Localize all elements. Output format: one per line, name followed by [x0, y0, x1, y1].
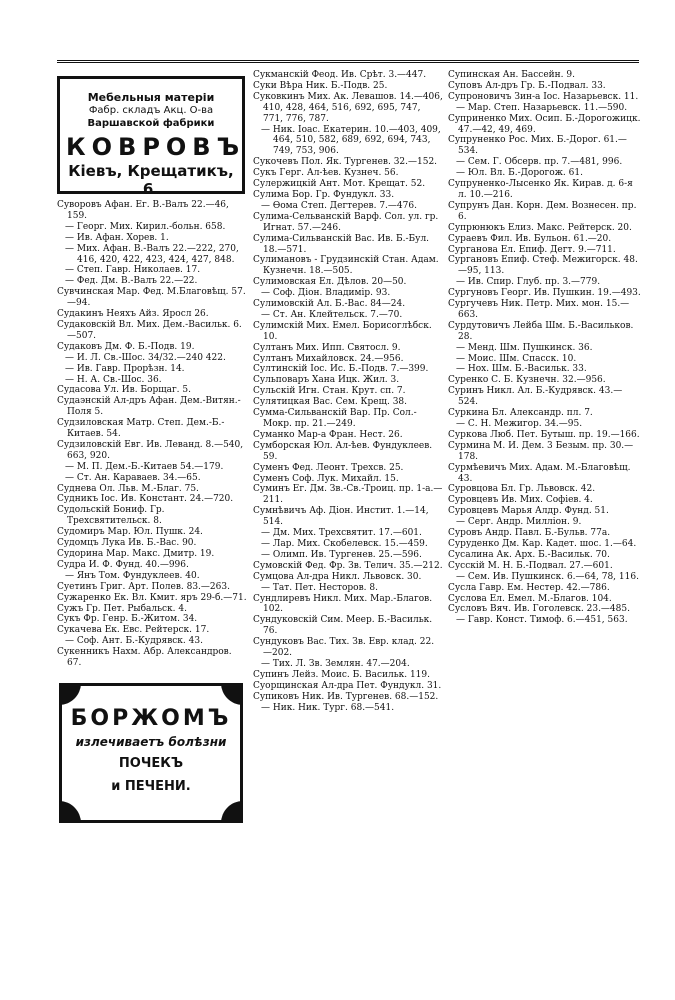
directory-entry: — Сем. Ив. Пушкинск. 6.—64, 78, 116.: [456, 571, 639, 582]
directory-entry: — Гавр. Конст. Тимоф. 6.—451, 563.: [456, 615, 628, 626]
directory-entry: — Ив. Афан. Хорев. 1.: [65, 232, 169, 243]
directory-entry: Сужаренко Ек. Вл. Кмит. яръ 29-б.—71.: [57, 592, 247, 603]
directory-entry: Суминъ Ег. Дм. Зв.-Св.-Троиц. пр. 1-а.—211.: [253, 484, 443, 506]
column-3: [448, 70, 641, 626]
directory-entry: Сулержицкій Ант. Мот. Крещат. 52.: [253, 179, 426, 190]
directory-entry: — Янъ Том. Фундуклеев. 40.: [65, 570, 200, 581]
directory-entry: Суслова Ел. Емел. М.-Благов. 104.: [448, 593, 612, 604]
directory-entry: Суки Вѣра Ник. Б.-Подв. 25.: [253, 80, 388, 91]
directory-entry: — Георг. Мих. Кирил.-больн. 658.: [65, 221, 226, 232]
directory-entry: Сукманскій Феод. Ив. Срѣт. 3.—447.: [253, 70, 427, 80]
directory-entry: — Серг. Андр. Милліон. 9.: [456, 517, 582, 528]
directory-entry: Судольскій Бониф. Гр. Трехсвятительск. 8.: [57, 505, 165, 527]
ad-borjom-line2: ПОЧЕКЪ: [118, 755, 184, 771]
directory-entry: Сумцова Ал-дра Никл. Львовск. 30.: [253, 571, 422, 582]
directory-entry: Судомиръ Мар. Юл. Пушк. 24.: [57, 527, 203, 538]
directory-entry: — Н. А. Св.-Шос. 36.: [65, 374, 162, 385]
directory-entry: Суровцевъ Ив. Мих. Софіев. 4.: [448, 495, 593, 506]
directory-entry: Сундуковскій Сим. Меер. Б.-Васильк. 76.: [253, 615, 433, 637]
directory-entry: Сулима Бор. Гр. Фундукл. 33.: [253, 189, 395, 200]
directory-entry: Султинскій Іос. Ис. Б.-Подв. 7.—399.: [253, 364, 429, 375]
directory-entry: — Юл. Вл. Б.-Дорогож. 61.: [456, 168, 583, 179]
directory-entry: Судаэнскій Ал-дръ Афан. Дем.-Витян.-Поля 5.: [57, 396, 241, 418]
column-1: [57, 70, 247, 823]
directory-entry: — Олимп. Ив. Тургенев. 25.—596.: [261, 549, 422, 560]
directory-entry: — Ив. Спир. Глуб. пр. 3.—779.: [456, 277, 601, 288]
directory-entry: Сулимовскій Ал. Б.-Вас. 84—24.: [253, 299, 406, 310]
directory-entry: Судакинъ Неяхъ Айз. Яросл 26.: [57, 309, 209, 320]
directory-entry: Суровцевъ Марья Алдр. Фунд. 51.: [448, 506, 609, 517]
directory-entry: Судзиловская Матр. Степ. Дем.-Б.-Китаев. 54.: [57, 418, 225, 440]
directory-list-col2: [253, 70, 443, 713]
directory-entry: Суетинъ Григ. Арт. Полев. 83.—263.: [57, 581, 230, 592]
directory-entry: Суруденко Дм. Кар. Кадет. шос. 1.—64.: [448, 538, 637, 549]
directory-entry: — Степ. Гавр. Николаев. 17.: [65, 265, 201, 276]
directory-entry: — Ив. Гавр. Прорѣзн. 14.: [65, 363, 185, 374]
directory-entry: Сумовскій Фед. Фр. Зв. Телич. 35.—212.: [253, 560, 443, 571]
directory-entry: — Ѳома Степ. Дегтерев. 7.—476.: [261, 200, 417, 211]
directory-entry: Сургуновъ Георг. Ив. Пушкин. 19.—493.: [448, 288, 641, 299]
directory-entry: Суорщинская Ал-дра Пет. Фундукл. 31.: [253, 680, 442, 691]
directory-entry: Сувчинская Мар. Фед. М.Благовѣщ. 57.—94.: [57, 287, 246, 309]
directory-entry: — Тих. Л. Зв. Землян. 47.—204.: [261, 658, 410, 669]
directory-entry: Судра И. Ф. Фунд. 40.—996.: [57, 559, 189, 570]
directory-entry: Сукъ Фр. Генр. Б.-Житом. 34.: [57, 614, 198, 625]
directory-entry: Суринъ Никл. Ал. Б.-Кудрявск. 43.—524.: [448, 386, 623, 408]
directory-entry: — И. Л. Св.-Шос. 34/32.—240 422.: [65, 352, 226, 363]
directory-entry: — Лар. Мих. Скобелевск. 15.—459.: [261, 538, 428, 549]
directory-entry: Суркина Бл. Александр. пл. 7.: [448, 408, 593, 419]
directory-entry: Супиковъ Ник. Ив. Тургенев. 68.—152.: [253, 691, 439, 702]
directory-entry: Судникъ Іос. Ив. Констант. 24.—720.: [57, 494, 234, 505]
directory-entry: — С. Н. Межигор. 34.—95.: [456, 419, 583, 429]
directory-entry: Супинъ Лейз. Моис. Б. Васильк. 119.: [253, 669, 430, 680]
directory-entry: — Соф. Діон. Владимір. 93.: [261, 288, 391, 299]
directory-entry: Супруненко-Лысенко Як. Кирав. д. 6-я л. 10.—216.: [448, 179, 633, 200]
directory-entry: Суманко Мар-а Фран. Нест. 26.: [253, 429, 403, 440]
directory-entry: — Мих. Афан. В.-Валъ 22.—222, 270, 416, 420, 422, 423, 424, 427, 848.: [65, 243, 239, 265]
directory-entry: — Ст. Ан. Караваев. 34.—65.: [65, 472, 201, 483]
directory-entry: Суменъ Фед. Леонт. Трехсв. 25.: [253, 462, 404, 473]
ad-kovrov-line1: Мебельныя матеріи: [87, 91, 215, 104]
directory-entry: Суприненко Мих. Осип. Б.-Дорогожицк. 47.—42, 49, 469.: [448, 113, 641, 135]
directory-entry: Суднева Ол. Льв. М.-Благ. 75.: [57, 483, 199, 494]
directory-entry: Суповъ Ал-дръ Гр. Б.-Подвал. 33.: [448, 80, 606, 91]
ad-borjom-line1: излечиваетъ болѣзни: [75, 734, 227, 749]
ad-borjom-line3: и ПЕЧЕНИ.: [111, 778, 191, 794]
directory-entry: Сургановъ Епиф. Стеф. Межигорск. 48.—95, 113.: [448, 255, 638, 277]
advertisement-kovrov: [57, 76, 246, 198]
directory-entry: Суковкинъ Мих. Ак. Левашов. 14.—406, 410, 428, 464, 516, 692, 695, 747, 771, 776, 787.: [253, 91, 443, 124]
top-rule: [57, 60, 639, 63]
corner-ornament: [221, 801, 243, 823]
corner-ornament: [221, 683, 243, 705]
directory-entry: Сумнѣвичъ Аф. Діон. Инстит. 1.—14, 514.: [253, 506, 429, 528]
directory-entry: Сургучевъ Ник. Петр. Мих. мон. 15.—663.: [448, 299, 630, 320]
corner-ornament: [59, 801, 81, 823]
directory-entry: Суворовъ Афан. Ег. В.-Валъ 22.—46, 159.: [57, 200, 229, 221]
directory-entry: Сумма-Сильванскій Вар. Пр. Сол.-Мокр. пр. 21.—249.: [253, 408, 417, 429]
directory-entry: Сураевъ Фил. Ив. Бульон. 61.—20.: [448, 233, 612, 244]
directory-entry: Сульскій Игн. Стан. Крут. сп. 7.: [253, 386, 406, 397]
directory-entry: Сужъ Гр. Пет. Рыбальск. 4.: [57, 603, 187, 614]
directory-entry: — Моис. Шм. Спасск. 10.: [456, 353, 577, 364]
directory-entry: Сулятицкая Вас. Сем. Крещ. 38.: [253, 397, 408, 408]
directory-entry: Султанъ Мих. Ипп. Святосл. 9.: [253, 342, 401, 353]
directory-entry: — Соф. Ант. Б.-Кудрявск. 43.: [65, 636, 203, 647]
directory-entry: Сусла Гавр. Ем. Нестер. 42.—786.: [448, 582, 610, 593]
directory-list-col1: [57, 200, 247, 669]
directory-entry: — Ст. Ан. Клейтельск. 7.—70.: [261, 309, 403, 320]
directory-entry: Сусловъ Вяч. Ив. Гоголевск. 23.—485.: [448, 604, 630, 615]
directory-entry: Суровцова Бл. Гр. Львовск. 42.: [448, 484, 596, 495]
directory-entry: Суменъ Соф. Лук. Михайл. 15.: [253, 473, 399, 484]
column-2: [253, 70, 443, 713]
directory-entry: Сурдутовичъ Лейба Шм. Б.-Васильков. 28.: [448, 320, 634, 342]
directory-entry: Суренко С. Б. Кузнечн. 32.—956.: [448, 375, 606, 386]
directory-list-col3: [448, 70, 641, 626]
directory-entry: — Тат. Пет. Несторов. 8.: [261, 582, 378, 593]
directory-entry: Сукъ Герг. Ал-ѣев. Кузнеч. 56.: [253, 168, 399, 179]
directory-entry: Сусскій М. Н. Б.-Подвал. 27.—601.: [448, 560, 613, 571]
directory-entry: Сукачева Ек. Евс. Рейтерск. 17.: [57, 625, 210, 636]
directory-entry: Супинская Ан. Бассейн. 9.: [448, 70, 575, 80]
directory-entry: Судорина Мар. Макс. Дмитр. 19.: [57, 549, 215, 559]
advertisement-borjom: [59, 683, 243, 823]
directory-entry: — Менд. Шм. Пушкинск. 36.: [456, 342, 593, 353]
directory-entry: Сулимовская Ел. Дѣлов. 20—50.: [253, 277, 407, 288]
directory-entry: — Сем. Г. Обсерв. пр. 7.—481, 996.: [456, 157, 623, 168]
ad-kovrov-name: КОВРОВЪ: [66, 133, 246, 161]
ad-kovrov-address: Кіевъ, Крещатикъ, 6.: [68, 162, 234, 198]
directory-entry: Супрюнюкъ Елиз. Макс. Рейтерск. 20.: [448, 222, 632, 233]
directory-entry: Сундлиревъ Никл. Мих. Мар.-Благов. 102.: [253, 593, 433, 615]
directory-entry: Суровъ Андр. Павл. Б.-Бульв. 77а.: [448, 528, 611, 539]
directory-entry: Сулимскій Мих. Емел. Борисоглѣбск. 10.: [253, 320, 432, 342]
corner-ornament: [59, 683, 81, 705]
directory-entry: — Мар. Степ. Назарьевск. 11.—590.: [456, 102, 628, 113]
directory-entry: Сумборская Юл. Ал-ѣев. Фундуклеев. 59.: [253, 440, 433, 462]
directory-entry: Судасова Ул. Ив. Борщаг. 5.: [57, 385, 191, 396]
ad-kovrov-line2: Фабр. складъ Акц. О-ва: [88, 105, 214, 116]
directory-entry: Сукочевъ Пол. Як. Тургенев. 32.—152.: [253, 157, 438, 168]
directory-entry: Султанъ Михайловск. 24.—956.: [253, 353, 404, 364]
directory-entry: Сулима-Сельванскій Варф. Сол. ул. гр. Игнат. 57.—246.: [253, 211, 439, 233]
directory-entry: Судаковскій Вл. Мих. Дем.-Васильк. 6.—507.: [57, 319, 242, 341]
directory-entry: — Нох. Шм. Б.-Васильк. 33.: [456, 364, 587, 375]
ad-borjom-name: БОРЖОМЪ: [70, 705, 232, 731]
directory-entry: Судомцъ Лука Ив. Б.-Вас. 90.: [57, 538, 197, 549]
directory-entry: Сурмина М. И. Дем. 3 Безым. пр. 30.—178.: [448, 440, 634, 462]
directory-entry: — Фед. Дм. В.-Валъ 22.—22.: [65, 276, 198, 287]
directory-entry: Сусалина Ак. Арх. Б.-Васильк. 70.: [448, 549, 610, 560]
directory-entry: Судаковъ Дм. Ф. Б.-Подв. 19.: [57, 341, 195, 352]
directory-entry: Сульповаръ Хана Ицк. Жил. 3.: [253, 375, 400, 386]
directory-entry: — Ник. Ник. Тург. 68.—541.: [261, 702, 395, 713]
directory-entry: Сундуковъ Вас. Тих. Зв. Евр. клад. 22.—202.: [253, 637, 435, 659]
directory-entry: Супруненко Рос. Мих. Б.-Дорог. 61.—534.: [448, 135, 627, 157]
directory-entry: — М. П. Дем.-Б.-Китаев 54.—179.: [65, 461, 224, 472]
directory-entry: — Дм. Мих. Трехсвятит. 17.—601.: [261, 528, 422, 539]
directory-entry: Сурганова Ел. Епиф. Дегт. 9.—711.: [448, 244, 616, 255]
directory-entry: Судзиловскій Евг. Ив. Леванд. 8.—540, 663, 920.: [57, 439, 244, 461]
directory-entry: Сулимановъ - Грудзинскій Стан. Адам. Кузнечн. 18.—505.: [253, 255, 439, 277]
directory-entry: Сулима-Сильванскій Вас. Ив. Б.-Бул. 18.—571.: [253, 233, 430, 255]
ad-kovrov-line3: Варшавской фабрики: [87, 118, 215, 129]
directory-entry: Сурмѣевичъ Мих. Адам. М.-Благовѣщ. 43.: [448, 462, 631, 484]
directory-entry: Суркова Люб. Пет. Бутыш. пр. 19.—166.: [448, 429, 640, 440]
directory-entry: Сукенникъ Нахм. Абр. Александров. 67.: [57, 647, 232, 669]
directory-entry: Супроновичъ Зин-а Іос. Назарьевск. 11.: [448, 91, 639, 102]
directory-entry: Супрунъ Дан. Корн. Дем. Вознесен. пр. 6.: [448, 200, 637, 222]
directory-entry: — Ник. Іоас. Екатерин. 10.—403, 409, 464, 510, 582, 689, 692, 694, 743, 749, 753, 906.: [261, 124, 441, 157]
